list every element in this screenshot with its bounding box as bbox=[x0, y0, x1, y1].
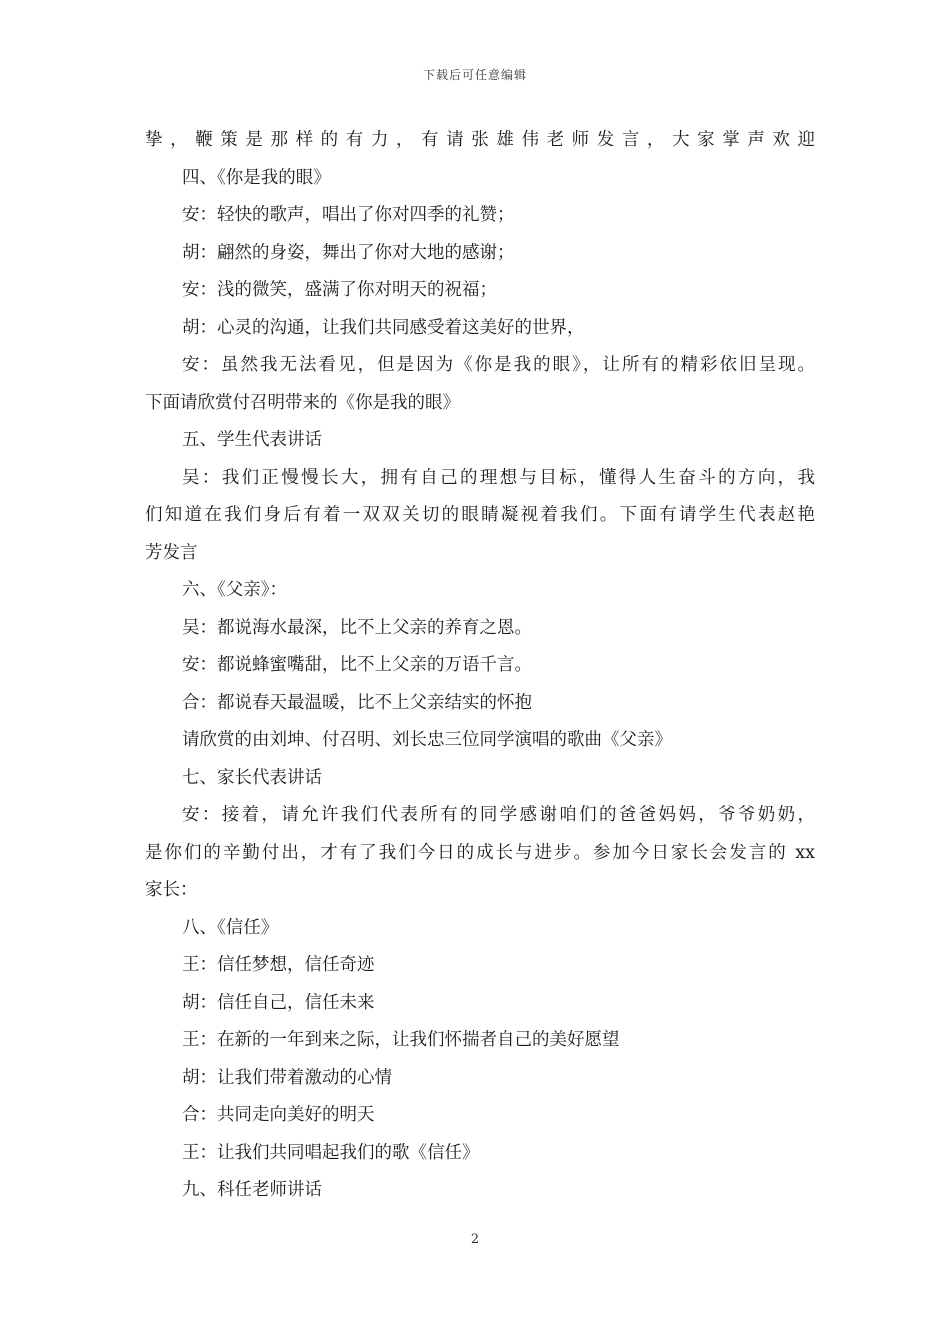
section-heading: 九、科任老师讲话 bbox=[182, 1180, 322, 1200]
section-heading: 八、《信任》 bbox=[182, 917, 279, 938]
dialogue-line: 合：共同走向美好的明天 bbox=[182, 1105, 375, 1125]
section-heading: 七、家长代表讲话 bbox=[182, 767, 322, 788]
paragraph-line: 请欣赏的由刘坤、付召明、刘长忠三位同学演唱的歌曲《父亲》 bbox=[182, 730, 672, 750]
dialogue-line: 王：在新的一年到来之际，让我们怀揣者自己的美好愿望 bbox=[182, 1030, 620, 1050]
dialogue-line: 王：信任梦想，信任奇迹 bbox=[182, 955, 375, 975]
paragraph-line: 挚，鞭策是那样的有力，有请张雄伟老师发言，大家掌声欢迎 bbox=[145, 130, 815, 150]
dialogue-line: 胡：心灵的沟通，让我们共同感受着这美好的世界， bbox=[182, 317, 585, 338]
dialogue-line: 吴：我们正慢慢长大，拥有自己的理想与目标，懂得人生奋斗的方向，我 bbox=[182, 467, 815, 488]
paragraph-line: 们知道在我们身后有着一双双关切的眼睛凝视着我们。下面有请学生代表赵艳 bbox=[145, 505, 815, 525]
dialogue-line: 安：轻快的歌声，唱出了你对四季的礼赞； bbox=[182, 205, 515, 225]
dialogue-line: 安：接着，请允许我们代表所有的同学感谢咱们的爸爸妈妈，爷爷奶奶， bbox=[182, 805, 815, 825]
dialogue-line: 胡：翩然的身姿，舞出了你对大地的感谢； bbox=[182, 242, 515, 263]
dialogue-line: 合：都说春天最温暖，比不上父亲结实的怀抱 bbox=[182, 692, 532, 713]
dialogue-line: 胡：让我们带着激动的心情 bbox=[182, 1067, 392, 1088]
paragraph-line: 芳发言 bbox=[145, 542, 198, 563]
dialogue-line: 王：让我们共同唱起我们的歌《信任》 bbox=[182, 1142, 480, 1163]
dialogue-line: 吴：都说海水最深，比不上父亲的养育之恩。 bbox=[182, 617, 532, 638]
dialogue-line: 胡：信任自己，信任未来 bbox=[182, 992, 375, 1013]
page-header: 下载后可任意编辑 bbox=[422, 68, 527, 82]
paragraph-line: 家长： bbox=[145, 880, 198, 900]
document-body bbox=[145, 122, 815, 1210]
page-number: 2 bbox=[470, 1232, 480, 1247]
paragraph-line: 是你们的辛勤付出，才有了我们今日的成长与进步。参加今日家长会发言的 xx bbox=[145, 842, 815, 863]
dialogue-line: 安：浅的微笑，盛满了你对明天的祝福； bbox=[182, 280, 497, 300]
section-heading: 四、《你是我的眼》 bbox=[182, 167, 331, 188]
dialogue-line: 安：都说蜂蜜嘴甜，比不上父亲的万语千言。 bbox=[182, 655, 532, 675]
dialogue-line: 安：虽然我无法看见，但是因为《你是我的眼》，让所有的精彩依旧呈现。 bbox=[182, 355, 815, 375]
section-heading: 六、《父亲》： bbox=[182, 580, 287, 600]
paragraph-line: 下面请欣赏付召明带来的《你是我的眼》 bbox=[145, 392, 460, 413]
section-heading: 五、学生代表讲话 bbox=[182, 430, 322, 450]
